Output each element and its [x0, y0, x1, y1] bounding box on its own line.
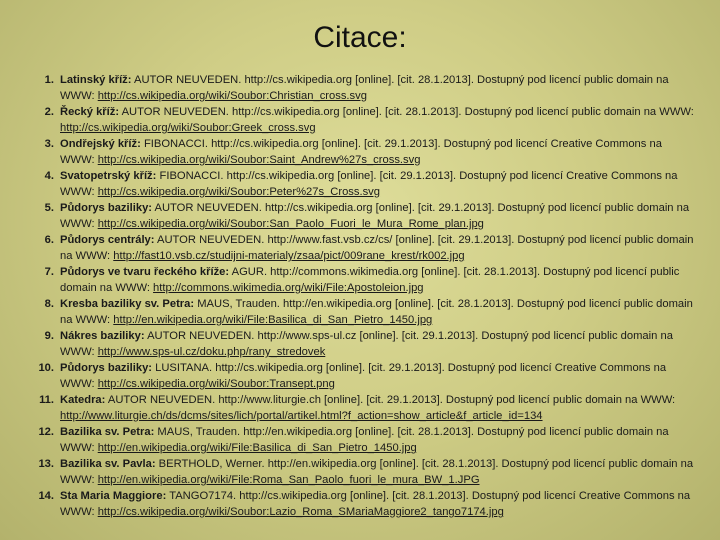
reference-number: 11.	[39, 394, 54, 406]
reference-link[interactable]: http://cs.wikipedia.org/wiki/Soubor:Lazio_Roma_SMariaMaggiore2_tango7174.jpg	[97, 506, 504, 518]
reference-term: Bazilika sv. Petra:	[60, 426, 155, 438]
reference-term: Kresba baziliky sv. Petra:	[60, 298, 195, 310]
reference-term: Půdorys baziliky:	[60, 202, 153, 214]
reference-number: 9.	[44, 330, 54, 342]
reference-link[interactable]: http://en.wikipedia.org/wiki/File:Basilica_di_San_Pietro_1450.jpg	[113, 314, 433, 326]
reference-link[interactable]: http://www.sps-ul.cz/doku.php/rany_stredovek	[97, 346, 326, 358]
reference-text: TANGO7174. http://cs.wikipedia.org [online]. [cit. 28.1.2013]. Dostupný pod licencí Creative Commons na WWW:	[60, 490, 691, 518]
reference-text: AUTOR NEUVEDEN. http://cs.wikipedia.org [online]. [cit. 28.1.2013]. Dostupný pod licencí public domain na WWW:	[60, 74, 669, 102]
reference-link[interactable]: http://cs.wikipedia.org/wiki/Soubor:Saint_Andrew%27s_cross.svg	[97, 154, 421, 166]
reference-number: 10.	[38, 362, 54, 374]
reference-item	[28, 456, 698, 488]
reference-link[interactable]: http://commons.wikimedia.org/wiki/File:Apostoleion.jpg	[153, 282, 424, 294]
reference-list	[28, 72, 698, 520]
reference-item	[28, 488, 698, 520]
reference-item	[28, 424, 698, 456]
reference-link[interactable]: http://cs.wikipedia.org/wiki/Soubor:Christian_cross.svg	[97, 90, 367, 102]
reference-term: Ondřejský kříž:	[60, 138, 141, 150]
reference-term: Latinský kříž:	[60, 74, 132, 86]
reference-link[interactable]: http://cs.wikipedia.org/wiki/Soubor:Peter%27s_Cross.svg	[97, 186, 381, 198]
reference-link[interactable]: http://fast10.vsb.cz/studijni-materialy/zsaa/pict/009rane_krest/rk002.jpg	[113, 250, 465, 262]
reference-item	[28, 296, 698, 328]
reference-term: Katedra:	[60, 394, 106, 406]
reference-term: Půdorys ve tvaru řeckého kříže:	[60, 266, 230, 278]
reference-text: AUTOR NEUVEDEN. http://cs.wikipedia.org [online]. [cit. 28.1.2013]. Dostupný pod licencí public domain na WWW:	[119, 106, 694, 118]
reference-text: MAUS, Trauden. http://en.wikipedia.org [online]. [cit. 28.1.2013]. Dostupný pod licencí public domain na WWW:	[60, 298, 693, 326]
reference-item	[28, 392, 698, 424]
reference-link[interactable]: http://cs.wikipedia.org/wiki/Soubor:San_Paolo_Fuori_le_Mura_Rome_plan.jpg	[97, 218, 484, 230]
reference-link[interactable]: http://en.wikipedia.org/wiki/File:Basilica_di_San_Pietro_1450.jpg	[97, 442, 417, 454]
reference-text: BERTHOLD, Werner. http://en.wikipedia.org [online]. [cit. 28.1.2013]. Dostupný pod licencí public domain na WWW:	[60, 458, 694, 486]
reference-number: 8.	[44, 298, 54, 310]
reference-link[interactable]: http://www.liturgie.ch/ds/dcms/sites/lich/portal/artikel.html?f_action=show_article&f_article_id=134	[60, 410, 543, 422]
reference-text: FIBONACCI. http://cs.wikipedia.org [online]. [cit. 29.1.2013]. Dostupný pod licencí Creative Commons na WWW:	[60, 138, 662, 166]
reference-number: 14.	[38, 490, 54, 502]
reference-text: AUTOR NEUVEDEN. http://www.sps-ul.cz [online]. [cit. 29.1.2013]. Dostupný pod licencí public domain na WWW:	[60, 330, 673, 358]
reference-item	[28, 72, 698, 104]
reference-text: AUTOR NEUVEDEN. http://www.fast.vsb.cz/cs/ [online]. [cit. 29.1.2013]. Dostupný pod licencí public domain na WWW:	[60, 234, 694, 262]
reference-text: AUTOR NEUVEDEN. http://www.liturgie.ch [online]. [cit. 29.1.2013]. Dostupný pod licencí public domain na WWW:	[105, 394, 676, 406]
reference-number: 1.	[44, 74, 54, 86]
reference-text: AGUR. http://commons.wikimedia.org [online]. [cit. 28.1.2013]. Dostupný pod licencí public domain na WWW:	[60, 266, 680, 294]
reference-item	[28, 200, 698, 232]
slide-title: Citace:	[313, 21, 407, 54]
reference-item	[28, 168, 698, 200]
reference-item	[28, 360, 698, 392]
reference-term: Půdorys baziliky:	[60, 362, 153, 374]
reference-text: AUTOR NEUVEDEN. http://cs.wikipedia.org [online]. [cit. 29.1.2013]. Dostupný pod licencí public domain na WWW:	[60, 202, 690, 230]
reference-number: 13.	[38, 458, 54, 470]
reference-number: 3.	[44, 138, 54, 150]
reference-number: 7.	[44, 266, 54, 278]
reference-text: FIBONACCI. http://cs.wikipedia.org [online]. [cit. 29.1.2013]. Dostupný pod licencí Creative Commons na WWW:	[60, 170, 678, 198]
reference-term: Bazilika sv. Pavla:	[60, 458, 156, 470]
reference-item	[28, 136, 698, 168]
reference-term: Nákres baziliky:	[60, 330, 145, 342]
reference-link[interactable]: http://en.wikipedia.org/wiki/File:Roma_San_Paolo_fuori_le_mura_BW_1.JPG	[97, 474, 480, 486]
reference-link[interactable]: http://cs.wikipedia.org/wiki/Soubor:Greek_cross.svg	[60, 122, 316, 134]
reference-item	[28, 264, 698, 296]
reference-number: 5.	[44, 202, 54, 214]
reference-item	[28, 232, 698, 264]
reference-text: MAUS, Trauden. http://en.wikipedia.org [online]. [cit. 28.1.2013]. Dostupný pod licencí public domain na WWW:	[60, 426, 669, 454]
reference-item	[28, 104, 698, 136]
reference-number: 2.	[44, 106, 54, 118]
reference-text: LUSITANA. http://cs.wikipedia.org [online]. [cit. 29.1.2013]. Dostupný pod licencí Creative Commons na WWW:	[60, 362, 667, 390]
reference-link[interactable]: http://cs.wikipedia.org/wiki/Soubor:Transept.png	[97, 378, 335, 390]
reference-number: 6.	[44, 234, 54, 246]
reference-term: Řecký kříž:	[60, 106, 120, 118]
reference-item	[28, 328, 698, 360]
reference-term: Svatopetrský kříž:	[60, 170, 157, 182]
reference-number: 12.	[38, 426, 54, 438]
reference-term: Půdorys centrály:	[60, 234, 155, 246]
reference-number: 4.	[44, 170, 54, 182]
reference-term: Sta Maria Maggiore:	[60, 490, 167, 502]
